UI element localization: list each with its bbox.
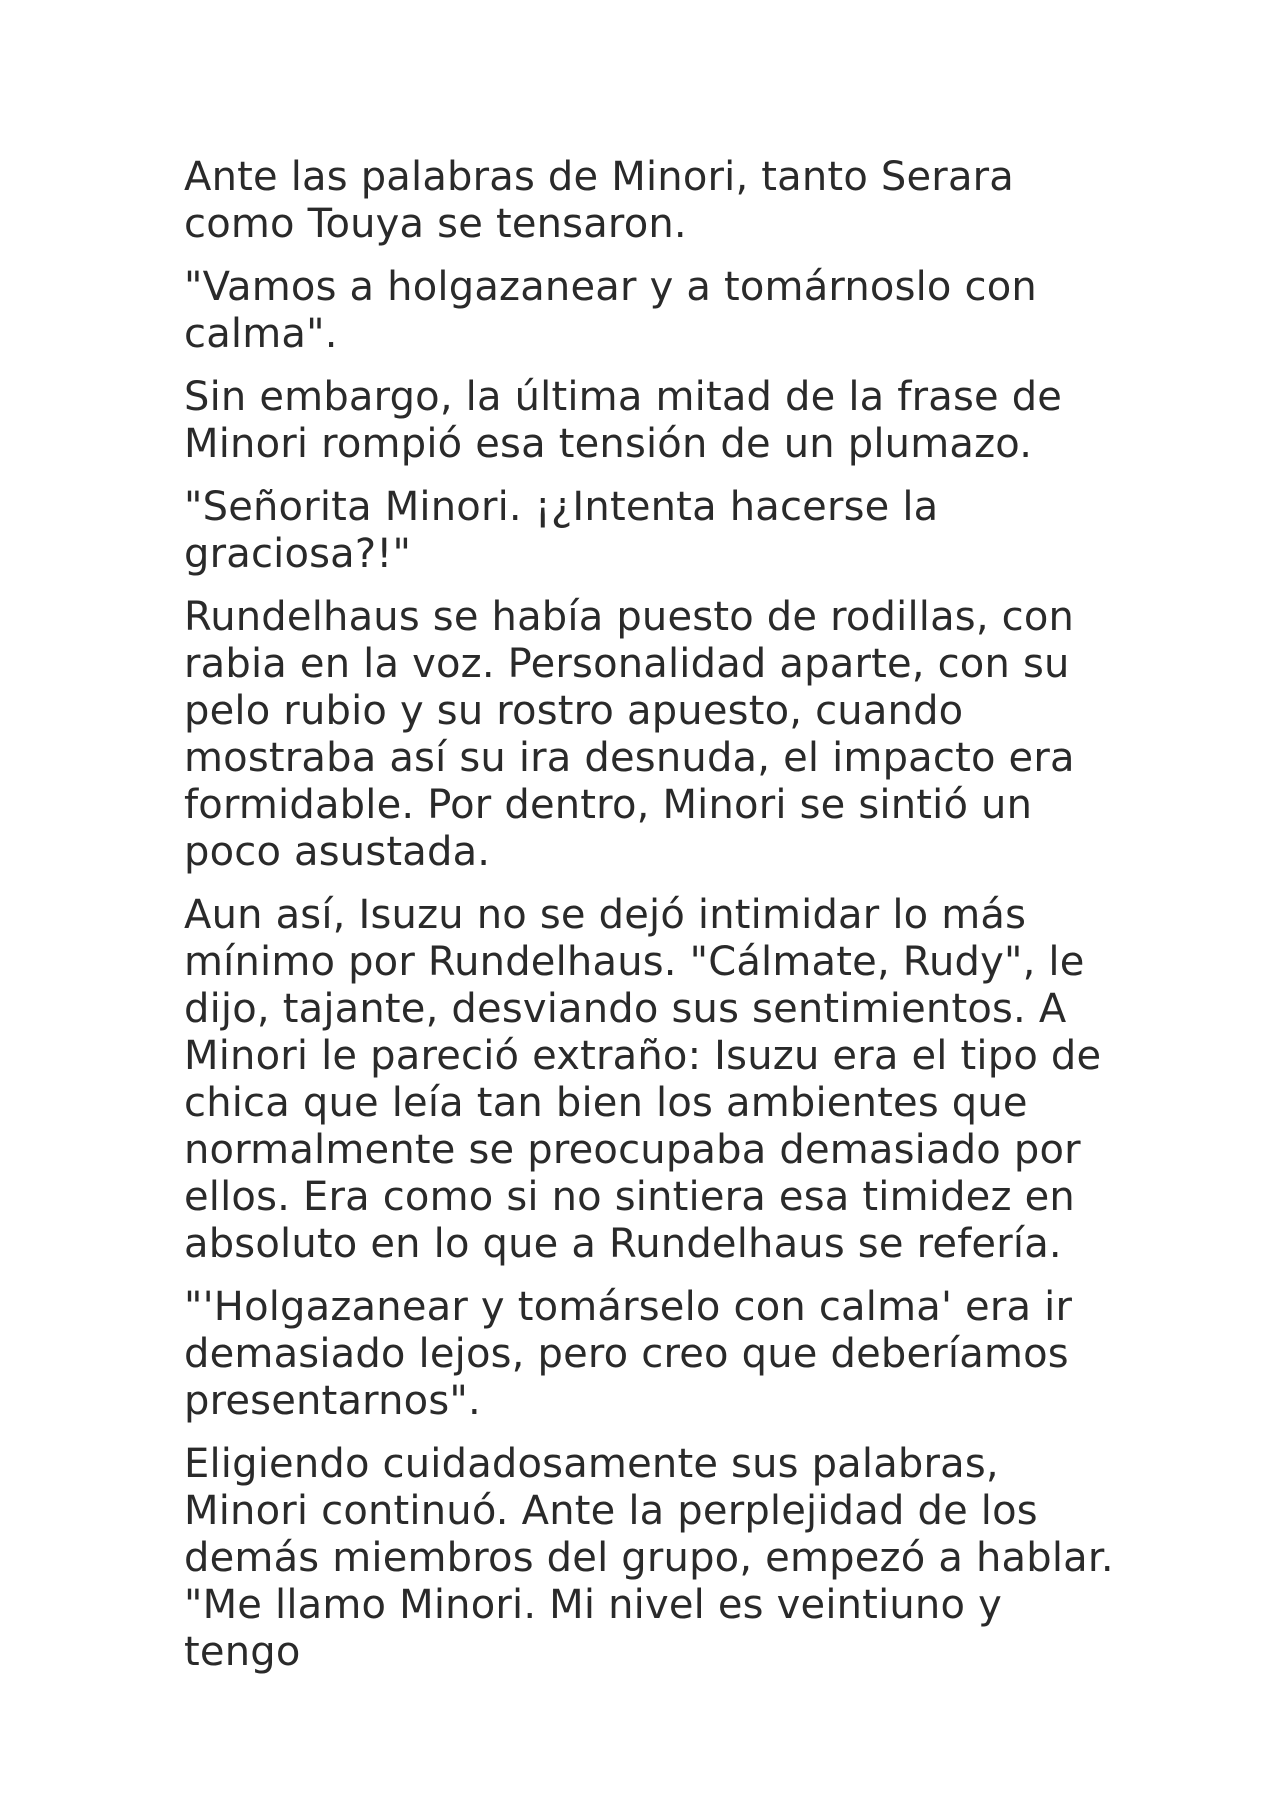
paragraph: Aun así, Isuzu no se dejó intimidar lo más mínimo por Rundelhaus. "Cálmate, Rudy", le dijo, tajante, desviando sus sentimientos. A Minori le pareció extraño: Isuzu era el tipo de chica que leía tan bien los ambientes que normalmente se preocupaba demasiado por ellos. Era como si no sintiera esa timidez en absoluto en lo que a Rundelhaus se refería.	[184, 892, 1102, 1267]
body-text	[184, 154, 1124, 1692]
paragraph: "Vamos a holgazanear y a tomárnoslo con calma".	[184, 264, 1037, 357]
paragraph: Eligiendo cuidadosamente sus palabras, Minori continuó. Ante la perplejidad de los demás miembros del grupo, empezó a hablar. "Me llamo Minori. Mi nivel es veintiuno y tengo	[184, 1441, 1114, 1675]
paragraph: Sin embargo, la última mitad de la frase de Minori rompió esa tensión de un plumazo.	[184, 374, 1063, 467]
paragraph: "'Holgazanear y tomárselo con calma' era ir demasiado lejos, pero creo que deberíamos presentarnos".	[184, 1284, 1073, 1424]
paragraph: Rundelhaus se había puesto de rodillas, con rabia en la voz. Personalidad aparte, con su pelo rubio y su rostro apuesto, cuando mostraba así su ira desnuda, el impacto era formidable. Por dentro, Minori se sintió un poco asustada.	[184, 594, 1075, 875]
paragraph: Ante las palabras de Minori, tanto Serara como Touya se tensaron.	[184, 154, 1015, 247]
paragraph: "Señorita Minori. ¡¿Intenta hacerse la graciosa?!"	[184, 484, 939, 577]
